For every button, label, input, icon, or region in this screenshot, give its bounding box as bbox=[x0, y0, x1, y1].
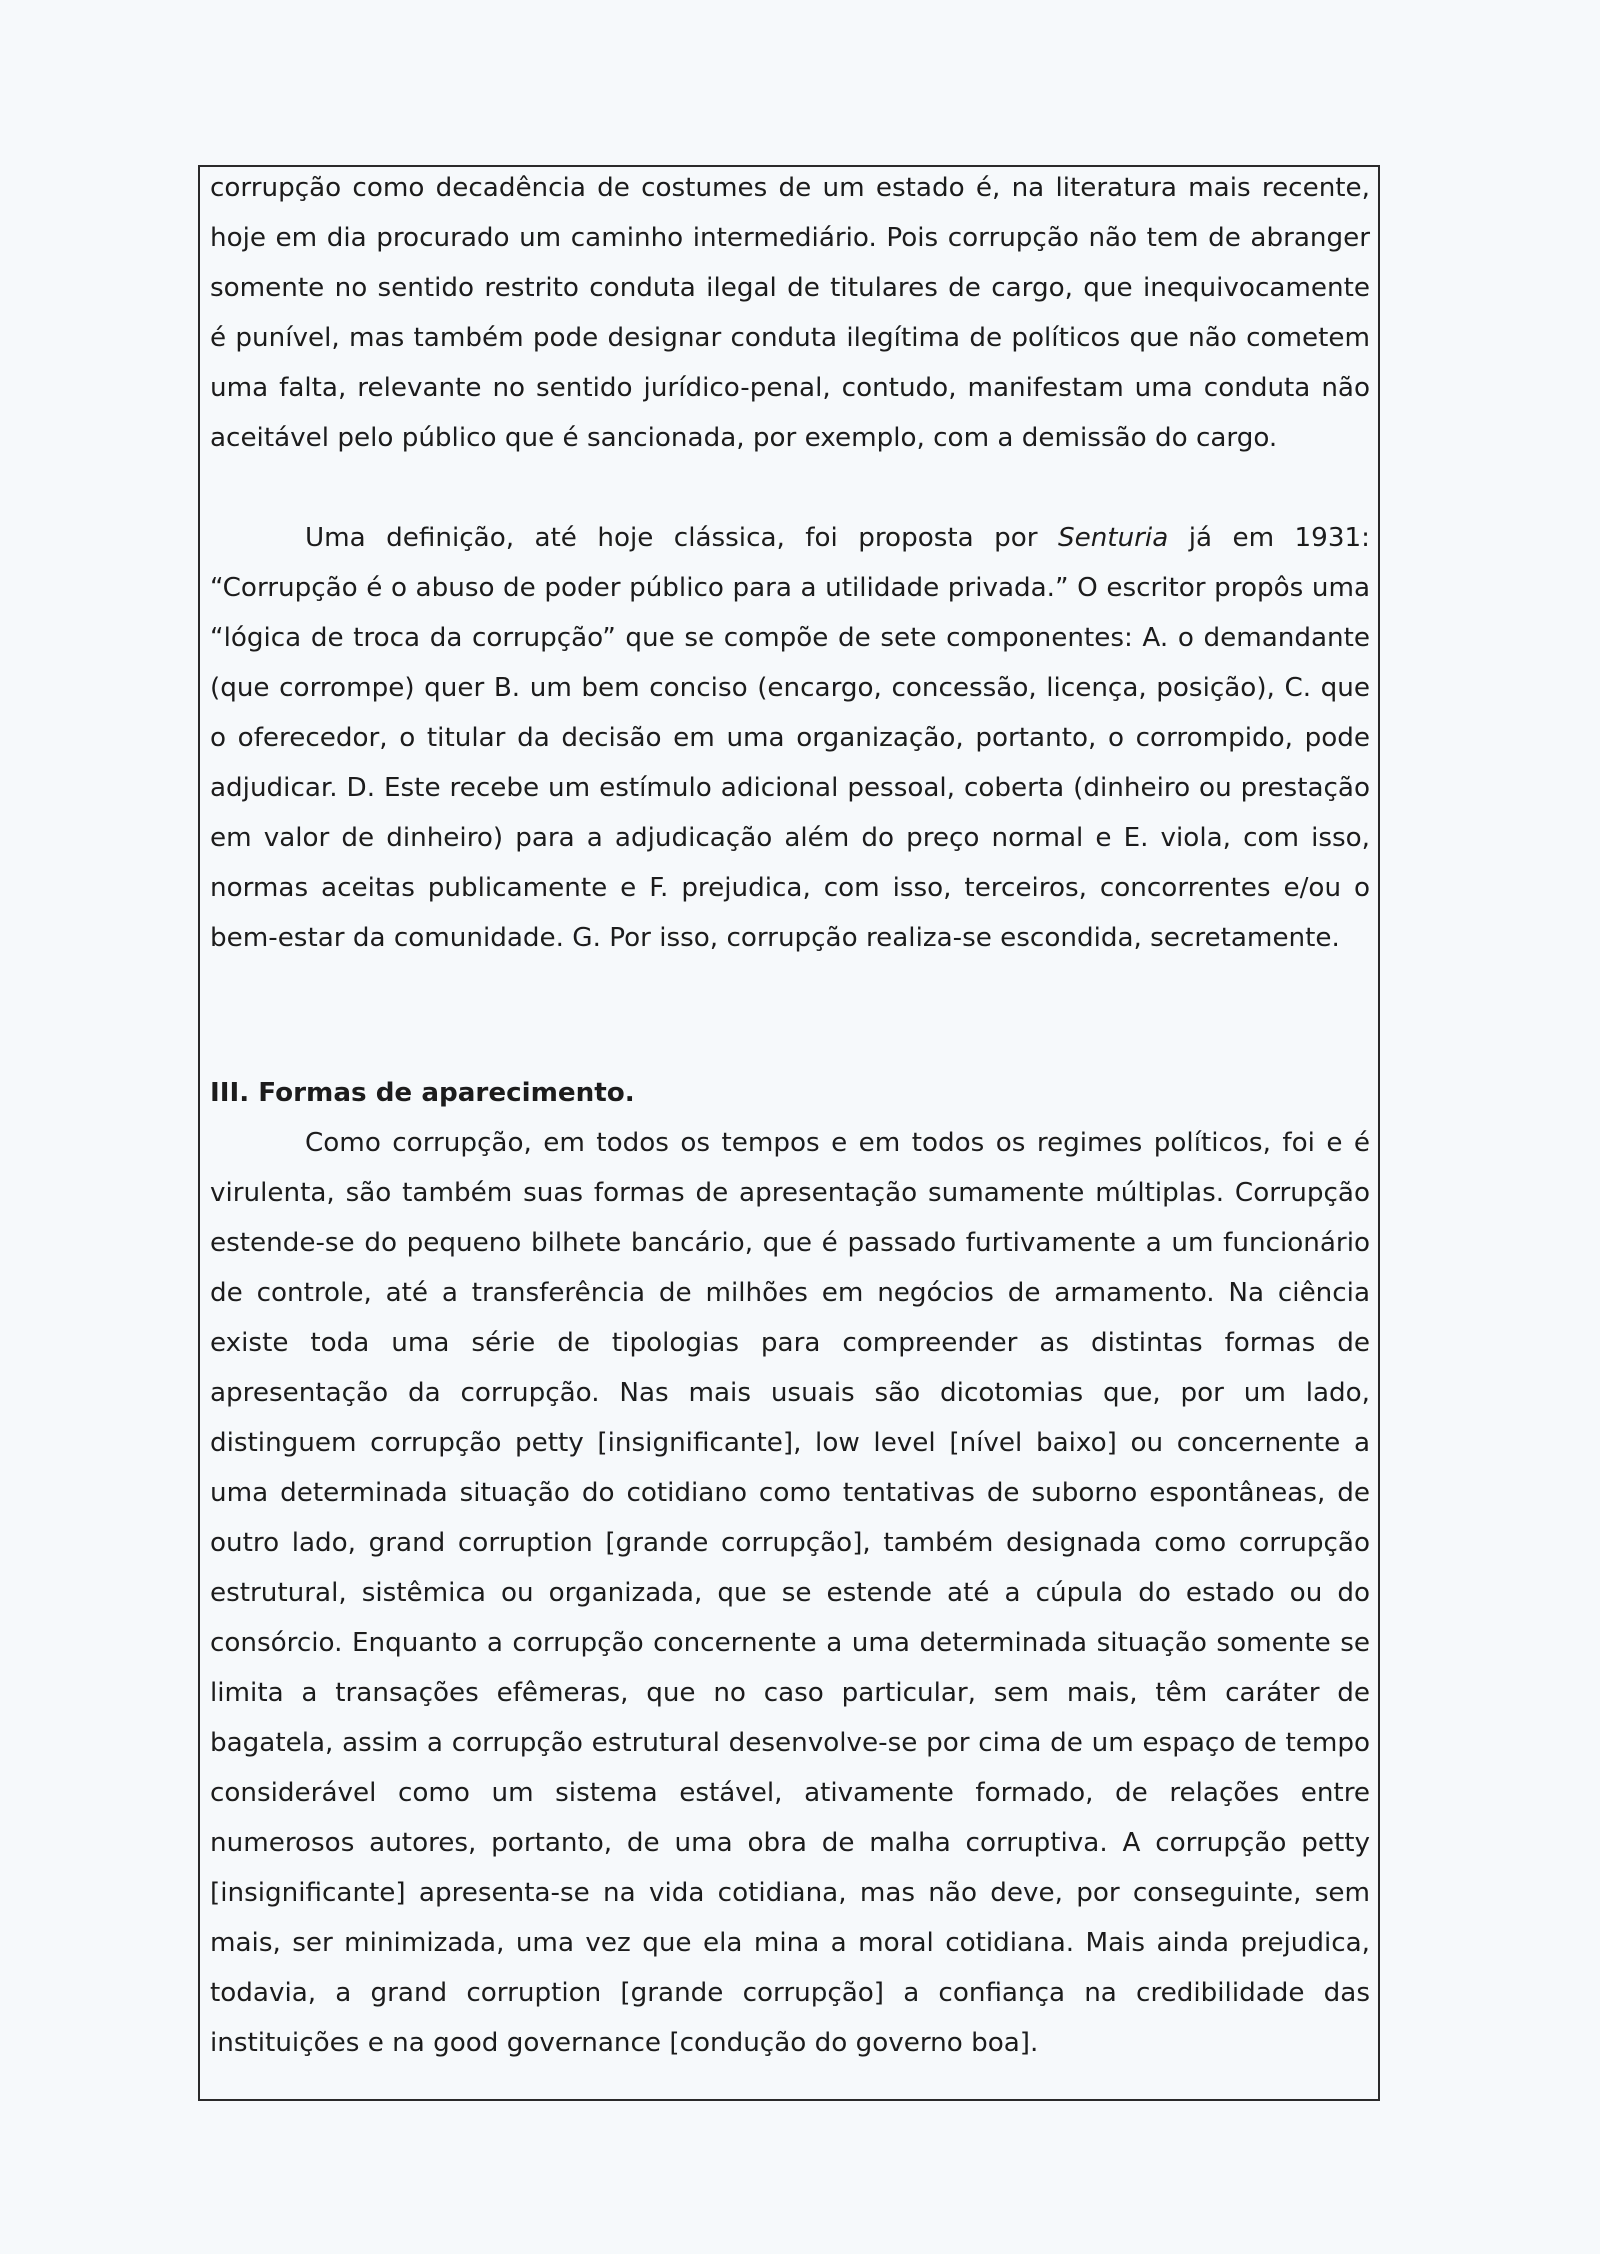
paragraph-3-text: Como corrupção, em todos os tempos e em todos os regimes políticos, foi e é virulenta, são também suas formas de apresentação sumamente múltiplas. Corrupção estende-se do pequeno bilhete bancário, que é passado furtivamente a um funcionário de controle, até a transferência de milhões em negócios de armamento. Na ciência existe toda uma série de tipologias para compreender as distintas formas de apresentação da corrupção. Nas mais usuais são dicotomias que, por um lado, distinguem corrupção petty [insignificante], low level [nível baixo] ou concernente a uma determinada situação do cotidiano como tentativas de suborno espontâneas, de outro lado, grand corruption [grande corrupção], também designada como corrupção estrutural, sistêmica ou organizada, que se estende até a cúpula do estado ou do consórcio. Enquanto a corrupção concernente a uma determinada situação somente se limita a transações efêmeras, que no caso particular, sem mais, têm caráter de bagatela, assim a corrupção estrutural desenvolve-se por cima de um espaço de tempo considerável como um sistema estável, ativamente formado, de relações entre numerosos autores, portanto, de uma obra de malha corruptiva. A corrupção petty [insignificante] apresenta-se na vida cotidiana, mas não deve, por conseguinte, sem mais, ser minimizada, uma vez que ela mina a moral cotidiana. Mais ainda prejudica, todavia, a grand corruption [grande corrupção] a confiança na credibilidade das instituições e na good governance [condução do governo boa]. bbox=[210, 1128, 1370, 2058]
paragraph-2-text: Uma definição, até hoje clássica, foi proposta por Senturia já em 1931: “Corrupção é o abuso de poder público para a utilidade privada.” O escritor propôs uma “lógica de troca da corrupção” que se compõe de sete componentes: A. o demandante (que corrompe) quer B. um bem conciso (encargo, concessão, licença, posição), C. que o oferecedor, o titular da decisão em uma organização, portanto, o corrompido, pode adjudicar. D. Este recebe um estímulo adicional pessoal, coberta (dinheiro ou prestação em valor de dinheiro) para a adjudicação além do preço normal e E. viola, com isso, normas aceitas publicamente e F. prejudica, com isso, terceiros, concorrentes e/ou o bem-estar da comunidade. G. Por isso, corrupção realiza-se escondida, secretamente. bbox=[210, 523, 1370, 953]
paragraph-senturia-definition bbox=[210, 513, 1370, 963]
paragraph-continuation bbox=[210, 163, 1370, 463]
paragraph-1-text: corrupção como decadência de costumes de um estado é, na literatura mais recente, hoje em dia procurado um caminho intermediário. Pois corrupção não tem de abranger somente no sentido restrito conduta ilegal de titulares de cargo, que inequivocamente é punível, mas também pode designar conduta ilegítima de políticos que não cometem uma falta, relevante no sentido jurídico-penal, contudo, manifestam uma conduta não aceitável pelo público que é sancionada, por exemplo, com a demissão do cargo. bbox=[210, 173, 1370, 453]
paragraph-forms-of-appearance bbox=[210, 1118, 1370, 2068]
author-name-senturia: Senturia bbox=[1057, 523, 1169, 553]
section-heading: III. Formas de aparecimento. bbox=[210, 1078, 635, 1108]
